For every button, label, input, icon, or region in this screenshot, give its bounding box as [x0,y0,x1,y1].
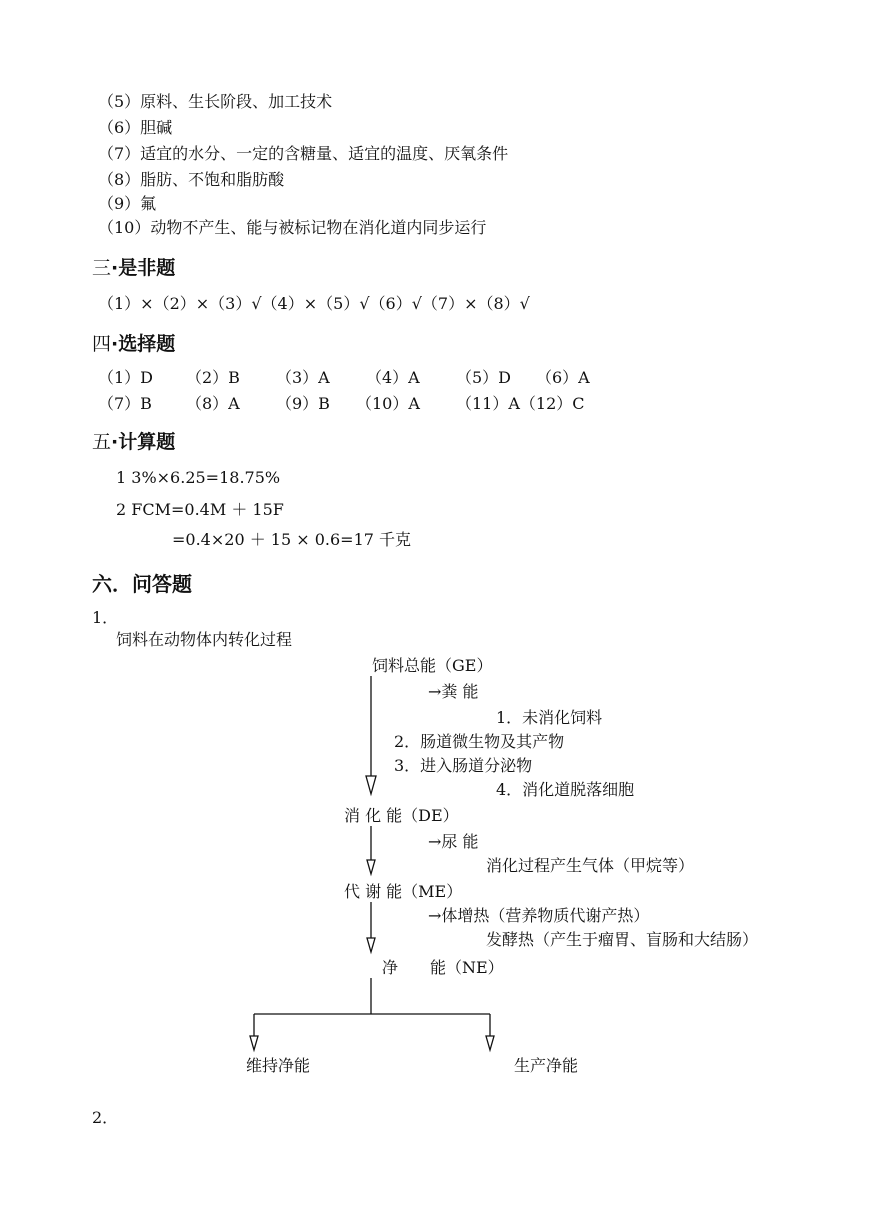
node-gross-energy: 饲料总能（GE） [372,656,493,675]
answer-line-6: （6）胆碱 [98,118,173,137]
flow-arrowhead [367,938,375,952]
choice-answer: （3）A [276,368,330,387]
answer-line-7: （7）适宜的水分、一定的含糖量、适宜的温度、厌氧条件 [98,144,509,163]
fecal-item-1: 1．未消化饲料 [496,708,603,727]
choice-answer: （6）A [536,368,590,387]
node-metabolizable-energy: 代 谢 能（ME） [344,882,463,901]
node-production-net-energy: 生产净能 [514,1056,579,1075]
section-number: 四 [92,333,112,355]
answer-line-10: （10）动物不产生、能与被标记物在消化道内同步运行 [98,218,487,237]
choice-answer: （10）A [356,394,420,413]
branch-heat-increment: →体增热（营养物质代谢产热） [428,906,650,925]
choice-answer: （1）D [98,368,154,387]
flow-arrowhead [366,776,376,794]
answer-line-9: （9）氟 [98,194,157,213]
calc-line-1: 1 3%×6.25=18.75% [116,468,281,487]
flow-arrowhead [367,860,375,874]
answer-line-5: （5）原料、生长阶段、加工技术 [98,92,333,111]
flow-caption: 饲料在动物体内转化过程 [116,630,293,649]
flow-arrowhead [486,1036,494,1050]
choice-answer: （5）D [456,368,512,387]
section-title: 是非题 [118,257,176,279]
choice-answer: （7）B [98,394,152,413]
section-heading-qa: 六．问答题 [92,572,192,596]
calc-line-3: =0.4×20 ＋ 15 × 0.6=17 千克 [172,530,412,549]
section-dot: · [111,257,119,279]
calc-line-2: 2 FCM=0.4M ＋ 15F [116,500,284,519]
section-number: 五 [92,431,112,453]
section-dot: · [111,333,119,355]
branch-urine-energy: →尿 能 [428,832,479,851]
choice-answer: （4）A [366,368,420,387]
section-dot: · [111,431,119,453]
fermentation-heat: 发酵热（产生于瘤胃、盲肠和大结肠） [486,930,759,949]
gas-loss: 消化过程产生气体（甲烷等） [486,856,695,875]
node-net-energy: 净 能（NE） [382,958,504,977]
choice-answer: （2）B [186,368,240,387]
question-number-1: 1． [92,608,119,627]
section-number: 三 [92,257,112,279]
flow-arrowhead [250,1036,258,1050]
choice-answer: （11）A（12）C [456,394,585,413]
answer-line-8: （8）脂肪、不饱和脂肪酸 [98,170,285,189]
fecal-item-3: 3．进入肠道分泌物 [394,756,533,775]
fecal-item-4: 4．消化道脱落细胞 [496,780,635,799]
node-maintenance-net-energy: 维持净能 [246,1056,311,1075]
choice-answer: （8）A [186,394,240,413]
fecal-item-2: 2．肠道微生物及其产物 [394,732,565,751]
choice-answer: （9）B [276,394,330,413]
section-title: 计算题 [118,431,176,453]
node-digestible-energy: 消 化 能（DE） [344,806,459,825]
true-false-answers: （1）×（2）×（3）√（4）×（5）√（6）√（7）×（8）√ [98,294,530,313]
question-number-2: 2． [92,1108,119,1127]
section-title: 选择题 [118,333,176,355]
branch-fecal-energy: →粪 能 [428,682,479,701]
